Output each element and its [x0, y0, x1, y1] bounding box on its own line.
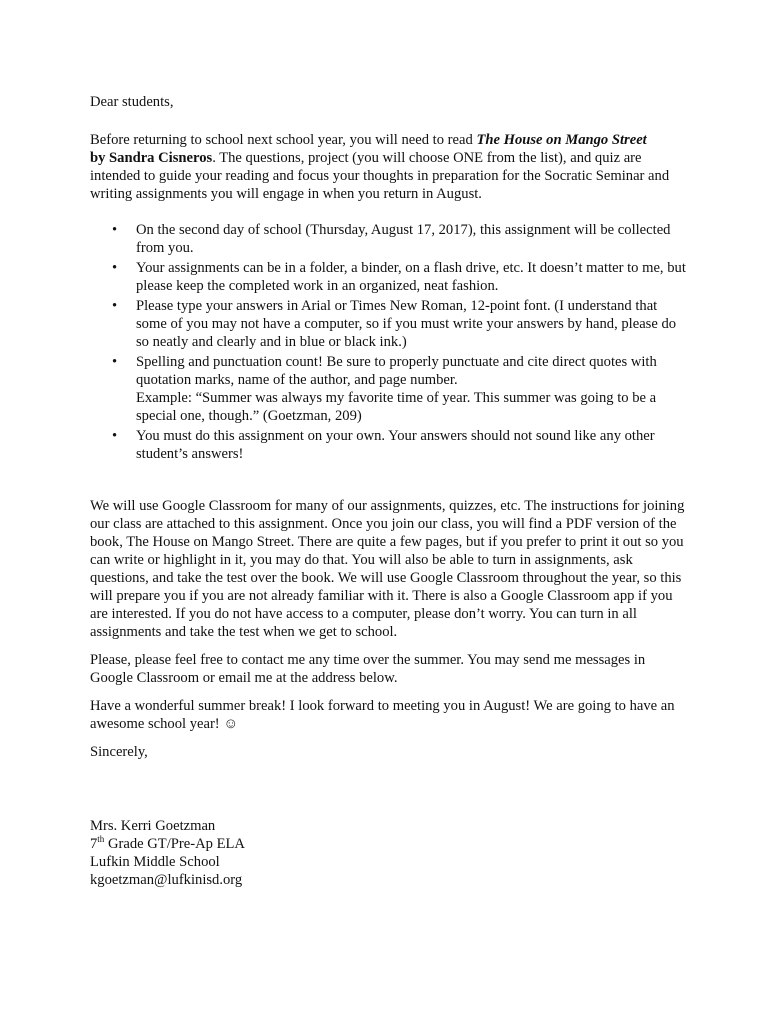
intro-text-end: . The questions, project (you will choose ONE from the list), and quiz are intended to guide your reading and focus your thoughts in preparation for the Socratic Seminar and writing assignments you will engage in when you return in August.: [90, 150, 670, 202]
signature-school: Lufkin Middle School: [90, 854, 220, 870]
intro-paragraph: [90, 131, 690, 203]
list-item: [90, 353, 690, 425]
signature-email[interactable]: kgoetzman@lufkinisd.org: [90, 872, 243, 888]
book-title: The House on Mango Street: [476, 132, 647, 148]
greeting: Dear students,: [90, 94, 174, 110]
intro-text-start: Before returning to school next school year, you will need to read: [90, 132, 477, 148]
signature-name: Mrs. Kerri Goetzman: [90, 818, 216, 834]
list-item-text: Spelling and punctuation count! Be sure to properly punctuate and cite direct quotes with quotation marks, name of the author, and page number.: [136, 354, 657, 388]
letter-body: [90, 93, 690, 889]
instructions-list: [90, 221, 690, 463]
list-item-text: You must do this assignment on your own. Your answers should not sound like any other student’s answers!: [136, 428, 655, 462]
contact-paragraph: Please, please feel free to contact me any time over the summer. You may send me messages in Google Classroom or email me at the address below.: [90, 652, 646, 686]
list-item-text: On the second day of school (Thursday, August 17, 2017), this assignment will be collected from you.: [136, 222, 671, 256]
bullet-icon: •: [112, 298, 118, 314]
list-item-text: Your assignments can be in a folder, a binder, on a flash drive, etc. It doesn’t matter to me, but please keep the completed work in an organized, neat fashion.: [136, 260, 686, 294]
author-name: by Sandra Cisneros: [90, 150, 213, 166]
classroom-paragraph: We will use Google Classroom for many of our assignments, quizzes, etc. The instructions for joining our class are attached to this assignment. Once you join our class, you will find a PDF version of the book, The House on Mango Street. There are quite a few pages, but if you prefer to print it out so you can write or highlight in it, you may do that. You will also be able to turn in assignments, ask questions, and take the test over the book. We will use Google Classroom throughout the year, so this will prepare you if you are not already familiar with it. There is also a Google Classroom app if you are interested. If you do not have access to a computer, please don’t worry. You can turn in all assignments and take the test when we get to school.: [90, 498, 685, 640]
bullet-icon: •: [112, 354, 118, 370]
grade-suffix: th: [97, 834, 105, 845]
list-item: [90, 297, 690, 351]
grade-course: Grade GT/Pre-Ap ELA: [104, 836, 245, 852]
list-item: [90, 427, 690, 463]
list-item: [90, 259, 690, 295]
list-item-text: Please type your answers in Arial or Times New Roman, 12-point font. (I understand that some of you may not have a computer, so if you must write your answers by hand, please do so neatly and clearly and in blue or black ink.): [136, 298, 677, 350]
signature-title: [90, 835, 690, 853]
list-item: [90, 221, 690, 257]
list-item-example: Example: “Summer was always my favorite time of year. This summer was going to be a special one, though.” (Goetzman, 209): [136, 390, 657, 424]
farewell-paragraph: Have a wonderful summer break! I look forward to meeting you in August! We are going to have an awesome school year! ☺: [90, 698, 675, 732]
grade-number: 7: [90, 836, 98, 852]
bullet-icon: •: [112, 260, 118, 276]
bullet-icon: •: [112, 222, 118, 238]
bullet-icon: •: [112, 428, 118, 444]
closing: Sincerely,: [90, 744, 148, 760]
signature-block: [90, 817, 690, 889]
